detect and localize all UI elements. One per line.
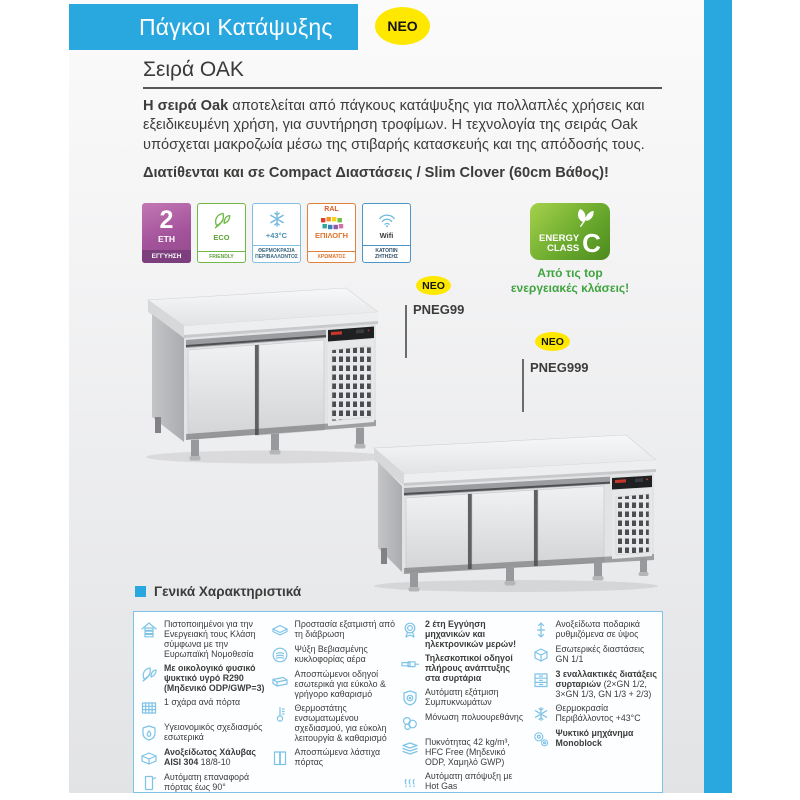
series-heading: Σειρά ΟΑΚ: [143, 58, 244, 81]
stainless-steel-icon: [139, 748, 160, 768]
energy-word2: CLASS: [546, 243, 580, 255]
energy-caption: Από τις top ενεργειακές κλάσεις!: [510, 266, 630, 295]
feature-item: Ψύξη Βεβιασμένης κυκλοφορίας αέρα: [270, 644, 397, 665]
eco-leaves-icon: [211, 208, 233, 232]
wifi-badge: Wifi ΚΑΤΟΠΙΝ ΖΗΤΗΣΗΣ: [362, 203, 411, 263]
telescopic-rails-icon: [400, 654, 421, 674]
feature-item: Αποσπώμενοι οδηγοί εσωτερικά για εύκολο & γρήγορο καθαρισμό: [270, 669, 397, 699]
product-code-pneg99: PNEG99: [413, 302, 465, 317]
features-column-4: [531, 619, 658, 793]
heading-rule: [143, 87, 662, 89]
feature-item: 3 εναλλακτικές διατάξεις συρταριών (2×GN 1/2, 3×GN 1/3, GN 1/3 + 2/3): [531, 669, 658, 699]
page-title: Πάγκοι Κατάψυξης: [139, 13, 333, 40]
pointer-line-pneg999: [522, 359, 524, 412]
feature-item: Ανοξείδωτος Χάλυβας AISI 304 18/8-10: [139, 747, 266, 768]
energy-word1: ENERGY: [539, 233, 580, 245]
feature-item: Αυτόματη επαναφορά πόρτας έως 90°: [139, 772, 266, 793]
neo-badge-title: NEO: [375, 7, 430, 45]
feature-item: Με οικολογικό φυσικό ψυκτικό υγρό R290 (Μηδενικό ODP/GWP=3): [139, 663, 266, 693]
ral-color-badge: RAL ΕΠΙΛΟΓΗ ΧΡΩΜΑΤΟΣ: [307, 203, 356, 263]
intro-paragraph: [143, 97, 663, 155]
color-cubes-icon: [320, 217, 344, 230]
feature-item: Ανοξείδωτα ποδαρικά ρυθμιζόμενα σε ύψος: [531, 619, 658, 640]
feature-item: Εσωτερικές διαστάσεις GN 1/1: [531, 644, 658, 665]
monoblock-gears-icon: [531, 729, 552, 749]
energy-class-badge: [530, 203, 610, 260]
features-column-2: [270, 619, 397, 793]
wifi-icon: [375, 208, 399, 230]
feature-item: Ψυκτικό μηχάνημα Monoblock: [531, 728, 658, 749]
door-3: [538, 486, 604, 566]
feature-item: Αποσπώμενα λάστιχα πόρτας: [270, 747, 397, 768]
feature-item: Θερμοκρασία Περιβάλλοντος +43°C: [531, 703, 658, 724]
removable-rails-icon: [270, 670, 291, 690]
warranty-badge: 2 ΕΤΗ ΕΓΓΥΗΣΗ: [142, 203, 191, 263]
forced-air-icon: [270, 645, 291, 665]
insulation-foam-icon: [400, 713, 421, 733]
door-1: [406, 494, 468, 572]
features-column-1: [139, 619, 266, 793]
feature-item: Υγειονομικός σχεδιασμός εσωτερικά: [139, 722, 266, 743]
pointer-line-pneg99: [405, 305, 407, 358]
door-return-icon: [139, 773, 160, 793]
ventilation-grille: [332, 346, 371, 421]
intro-rest: αποτελείται από πάγκους κατάψυξης για πολλαπλές χρήσεις και εξειδικευμένη χρήση, για συντήρηση τροφίμων. Η τεχνολογία της σειράς Oak υπόσχεται μακροζωία μέσω της στιβαρής κατασκευής και της απόδοσής τους.: [143, 98, 645, 153]
adjustable-leg-icon: [531, 620, 552, 640]
door-gasket-icon: [270, 748, 291, 768]
warranty-years: 2: [159, 206, 174, 234]
shelf-grid-icon: [139, 698, 160, 718]
feature-item: Μόνωση πολυουρεθάνης: [400, 712, 527, 733]
snowflake-icon: [266, 208, 288, 230]
condensate-shield-icon: [400, 688, 421, 708]
energy-class-letter: C: [582, 227, 601, 258]
evaporator-icon: [270, 620, 291, 640]
ventilation-grille: [616, 494, 649, 555]
ambient-snowflake-icon: [531, 704, 552, 724]
eco-refrigerant-icon: [139, 664, 160, 684]
neo-badge-pneg999: NEO: [535, 332, 570, 351]
features-column-3: [400, 619, 527, 793]
door-2: [472, 490, 534, 569]
square-bullet-icon: [135, 586, 146, 597]
feature-item: Προστασία εξατμιστή από τη διάβρωση: [270, 619, 397, 640]
feature-item: Θερμοστάτης ενσωματωμένου σχεδιασμού, για εύκολη λειτουργία & καθαρισμό: [270, 703, 397, 743]
door-1: [188, 345, 255, 439]
side-accent-stripe: [704, 0, 732, 793]
features-heading-row: [135, 584, 301, 599]
energy-certified-icon: [139, 620, 160, 640]
hot-gas-defrost-icon: [400, 772, 421, 792]
page-title-band: [69, 4, 358, 50]
feature-item: Τηλεσκοπικοί οδηγοί πλήρους ανάπτυξης στα συρτάρια: [400, 653, 527, 683]
features-heading: Γενικά Χαρακτηριστικά: [154, 584, 302, 599]
feature-item: Πυκνότητας 42 kg/m³, HFC Free (Μηδενικό ODP, Χαμηλό GWP): [400, 737, 527, 767]
eco-badge: ECO FRIENDLY: [197, 203, 246, 263]
feature-item: 2 έτη Εγγύηση μηχανικών και ηλεκτρονικών μερών!: [400, 619, 527, 649]
thermostat-icon: [270, 704, 291, 724]
ambient-temp-badge: +43°C ΘΕΡΜΟΚΡΑΣΙΑ ΠΕΡΙΒΑΛΛΟΝΤΟΣ: [252, 203, 301, 263]
product-code-pneg999: PNEG999: [530, 360, 589, 375]
intro-lead: Η σειρά Oak: [143, 98, 229, 114]
feature-item: Αυτόματη απόψυξη με Hot Gas: [400, 771, 527, 792]
energy-leaves-icon: [572, 206, 598, 228]
product-image-pneg999: [358, 420, 670, 595]
neo-badge-pneg99: NEO: [416, 276, 451, 295]
feature-item: Πιστοποιημένοι για την Ενεργειακή τους Κλάση σύμφωνα με την Ευρωπαϊκή Νομοθεσία: [139, 619, 266, 659]
gn-dimensions-icon: [531, 645, 552, 665]
hygiene-shield-icon: [139, 723, 160, 743]
features-box: [133, 611, 663, 793]
door-2: [259, 340, 324, 435]
feature-item: 1 σχάρα ανά πόρτα: [139, 697, 266, 718]
feature-item: Αυτόματη εξάτμιση Συμπυκνωμάτων: [400, 687, 527, 708]
drawer-config-icon: [531, 670, 552, 690]
compact-note: Διατίθενται και σε Compact Διαστάσεις / Slim Clover (60cm Βάθος)!: [143, 165, 609, 181]
density-layers-icon: [400, 738, 421, 758]
certification-badges: [142, 203, 411, 263]
warranty-medal-icon: [400, 620, 421, 640]
